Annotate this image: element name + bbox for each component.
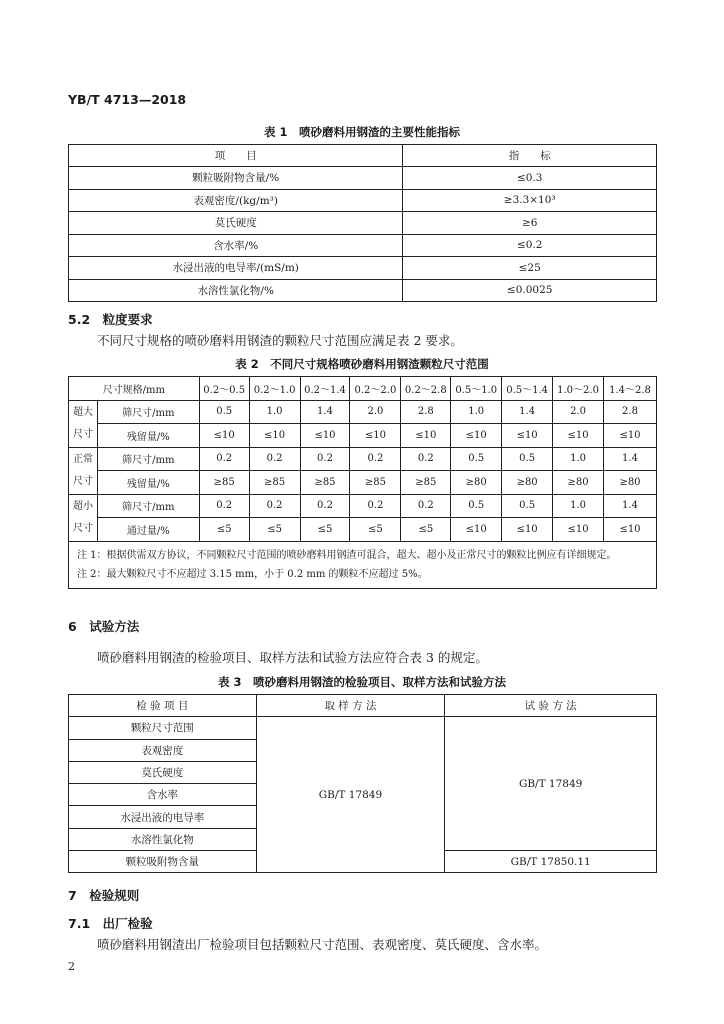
table-header-row (69, 377, 657, 401)
table-cell: 水浸出液的电导率/(mS/m) (69, 257, 403, 280)
table2-spec: 0.2～2.0 (350, 377, 401, 401)
table-cell: ≥6 (403, 212, 657, 235)
table-cell: 表观密度 (69, 739, 257, 761)
table-row (69, 212, 657, 235)
table-cell: 1.0 (451, 400, 502, 424)
table-cell: 0.2 (350, 447, 401, 471)
table2-row-label: 筛尺寸/mm (97, 494, 199, 518)
table-cell: 颗粒吸附物含量/% (69, 167, 403, 190)
table-cell: ≤0.0025 (403, 279, 657, 302)
table2-row-label: 通过量/% (97, 518, 199, 542)
table2-row-label: 筛尺寸/mm (97, 400, 199, 424)
table-cell: ≥85 (350, 471, 401, 495)
table2-notes-row (69, 541, 657, 588)
table-cell: ≥80 (502, 471, 553, 495)
table2-particle-size-ranges (68, 376, 657, 589)
table-cell: 莫氏硬度 (69, 212, 403, 235)
table3-caption: 表 3 喷砂磨料用钢渣的检验项目、取样方法和试验方法 (217, 675, 506, 689)
table-cell: 水溶性氯化物 (69, 828, 257, 850)
table2-note-2: 注 2：最大颗粒尺寸不应超过 3.15 mm，小于 0.2 mm 的颗粒不应超过 5%。 (77, 568, 428, 580)
table-cell: 颗粒吸附物含量 (69, 851, 257, 873)
table1-header-indicator: 指 标 (403, 145, 657, 167)
table-row (69, 279, 657, 302)
table2-group-undersize: 超小尺寸 (69, 494, 98, 541)
table-cell: ≤10 (603, 424, 656, 448)
table-row (69, 234, 657, 257)
table2-row-label: 筛尺寸/mm (97, 447, 199, 471)
table3-test-method-last: GB/T 17850.11 (445, 851, 657, 873)
table-row (69, 717, 657, 739)
table-cell: ≤10 (451, 424, 502, 448)
table2-spec: 0.2～1.4 (300, 377, 350, 401)
table-row (69, 471, 657, 495)
table2-spec: 1.0～2.0 (553, 377, 604, 401)
table-cell: ≤10 (553, 518, 604, 542)
table-cell: 0.5 (451, 447, 502, 471)
table2-spec-label: 尺寸规格/mm (69, 377, 200, 401)
table-cell: 2.0 (553, 400, 604, 424)
table-cell: ≤10 (350, 424, 401, 448)
table2-spec: 1.4～2.8 (603, 377, 656, 401)
table-cell: 水浸出液的电导率 (69, 806, 257, 828)
table-row (69, 447, 657, 471)
table-cell: ≤10 (553, 424, 604, 448)
table-cell: 0.5 (199, 400, 249, 424)
table-cell: 0.2 (401, 447, 451, 471)
table-cell: ≥80 (603, 471, 656, 495)
table3-header-sampling: 取 样 方 法 (256, 695, 445, 717)
table-cell: 0.2 (350, 494, 401, 518)
table2-spec: 0.5～1.0 (451, 377, 502, 401)
table-cell: ≥80 (451, 471, 502, 495)
page-number: 2 (68, 960, 75, 973)
table-cell: 0.2 (199, 494, 249, 518)
table-cell: ≥3.3×10³ (403, 189, 657, 212)
table-cell: ≤10 (451, 518, 502, 542)
table-cell: 含水率 (69, 784, 257, 806)
table-cell: 0.2 (249, 494, 300, 518)
table-cell: 1.0 (553, 494, 604, 518)
table-cell: ≤5 (199, 518, 249, 542)
table-row (69, 494, 657, 518)
table-cell: ≤10 (502, 424, 553, 448)
table3-header-item: 检 验 项 目 (69, 695, 257, 717)
table3-header-test: 试 验 方 法 (445, 695, 657, 717)
table-header-row (69, 695, 657, 717)
table3-test-methods (68, 694, 657, 873)
table-cell: 0.2 (300, 447, 350, 471)
section-7-1-heading: 7.1 出厂检验 (68, 916, 153, 931)
table-cell: 0.5 (502, 494, 553, 518)
table-cell: 0.2 (249, 447, 300, 471)
table2-spec: 0.2～0.5 (199, 377, 249, 401)
table-cell: ≥85 (199, 471, 249, 495)
table-cell: 1.0 (553, 447, 604, 471)
table-cell: ≤10 (249, 424, 300, 448)
table-cell: ≤5 (249, 518, 300, 542)
table-cell: 1.4 (603, 447, 656, 471)
table-row (69, 518, 657, 542)
table2-notes (69, 541, 657, 588)
table-cell: 颗粒尺寸范围 (69, 717, 257, 739)
table2-row-label: 残留量/% (97, 424, 199, 448)
table2-group-oversize: 超大尺寸 (69, 400, 98, 447)
table3-sampling-method: GB/T 17849 (256, 717, 445, 873)
table-cell: 2.8 (603, 400, 656, 424)
table-cell: 0.2 (401, 494, 451, 518)
section-6-text: 喷砂磨料用钢渣的检验项目、取样方法和试验方法应符合表 3 的规定。 (97, 650, 488, 665)
table1-header-item: 项 目 (69, 145, 403, 167)
table-cell: 1.4 (603, 494, 656, 518)
table-cell: 水溶性氯化物/% (69, 279, 403, 302)
section-5-2-text: 不同尺寸规格的喷砂磨料用钢渣的颗粒尺寸范围应满足表 2 要求。 (97, 333, 463, 348)
table-cell: ≥85 (401, 471, 451, 495)
table-cell: 2.0 (350, 400, 401, 424)
table-cell: ≤5 (350, 518, 401, 542)
table-cell: 莫氏硬度 (69, 761, 257, 783)
table-cell: 含水率/% (69, 234, 403, 257)
table-cell: ≤0.3 (403, 167, 657, 190)
table2-note-1: 注 1：根据供需双方协议，不同颗粒尺寸范围的喷砂磨料用钢渣可混合，超大、超小及正常尺寸的颗粒比例应有详细规定。 (77, 549, 617, 561)
table-cell: 0.5 (451, 494, 502, 518)
table-cell: ≥85 (249, 471, 300, 495)
section-5-2-heading: 5.2 粒度要求 (68, 312, 153, 327)
table-row (69, 400, 657, 424)
table-cell: 2.8 (401, 400, 451, 424)
table-cell: ≤5 (300, 518, 350, 542)
table-cell: 1.4 (502, 400, 553, 424)
table3-test-method-main: GB/T 17849 (445, 717, 657, 851)
table-cell: 0.5 (502, 447, 553, 471)
table2-spec: 0.5～1.4 (502, 377, 553, 401)
table1-performance-indicators (68, 144, 657, 302)
table-cell: 0.2 (199, 447, 249, 471)
table-cell: ≤25 (403, 257, 657, 280)
table-row (69, 189, 657, 212)
table-cell: ≤10 (603, 518, 656, 542)
table-cell: ≤0.2 (403, 234, 657, 257)
standard-code: YB/T 4713—2018 (68, 92, 187, 107)
table-cell: 1.0 (249, 400, 300, 424)
table-cell: ≤10 (502, 518, 553, 542)
table-cell: ≥85 (300, 471, 350, 495)
table2-caption: 表 2 不同尺寸规格喷砂磨料用钢渣颗粒尺寸范围 (235, 357, 489, 371)
section-7-heading: 7 检验规则 (68, 888, 140, 903)
table1-caption: 表 1 喷砂磨料用钢渣的主要性能指标 (263, 125, 460, 139)
table-cell: 表观密度/(kg/m³) (69, 189, 403, 212)
table-row (69, 424, 657, 448)
table-cell: ≤10 (199, 424, 249, 448)
table-cell: 1.4 (300, 400, 350, 424)
table-cell: ≤10 (300, 424, 350, 448)
table-cell: ≤10 (401, 424, 451, 448)
table-cell: 0.2 (300, 494, 350, 518)
table-row (69, 257, 657, 280)
table-cell: ≤5 (401, 518, 451, 542)
table-row (69, 167, 657, 190)
table2-group-normal: 正常尺寸 (69, 447, 98, 494)
table2-spec: 0.2～1.0 (249, 377, 300, 401)
section-6-heading: 6 试验方法 (68, 619, 140, 634)
section-7-1-text: 喷砂磨料用钢渣出厂检验项目包括颗粒尺寸范围、表观密度、莫氏硬度、含水率。 (97, 937, 548, 952)
table-cell: ≥80 (553, 471, 604, 495)
table2-spec: 0.2～2.8 (401, 377, 451, 401)
table2-row-label: 残留量/% (97, 471, 199, 495)
